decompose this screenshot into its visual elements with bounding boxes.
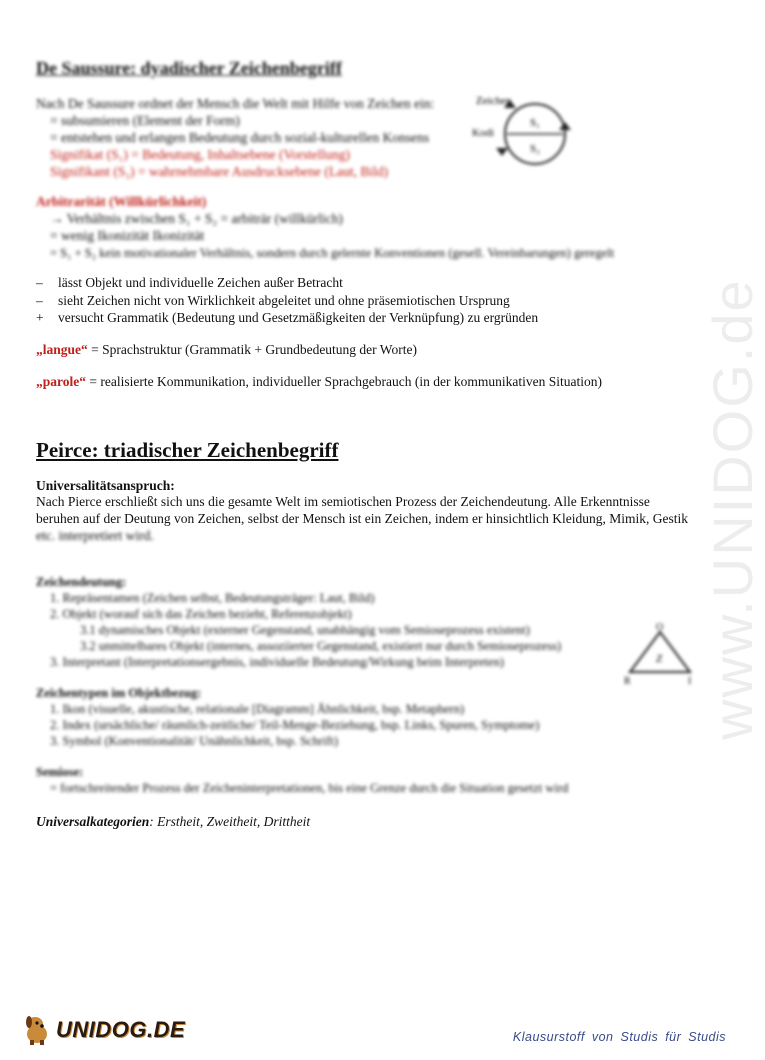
deutung-item-1: 1. Repräsentamen (Zeichen selbst, Bedeutungsträger: Laut, Bild) [50,591,375,605]
langue-term: „langue“ [36,342,88,357]
categories-term: Universalkategorien [36,814,150,829]
parole-definition [36,373,602,390]
section-title-peirce: Peirce: triadischer Zeichenbegriff [36,438,339,462]
arbitrary-item-1: → Verhältnis zwischen S₁ + S₂ = arbiträr (willkürlich) [50,211,343,226]
semiose-heading: Semiose: [36,765,84,779]
deutung-heading: Zeichendeutung: [36,575,127,589]
langue-def: = Sprachstruktur (Grammatik + Grundbedeutung der Worte) [87,342,417,357]
footer-tagline: Klausurstoff von Studis für Studis [512,1030,726,1044]
parole-term: „parole“ [36,374,86,389]
diagram-label-s2: S₂ [530,143,540,155]
bullet-mark: + [36,310,44,325]
langue-definition [36,341,417,358]
dyadic-sign-diagram [470,92,580,182]
bullet-mark: – [36,293,43,308]
bullet-item [36,274,343,291]
bullet-mark: – [36,275,43,290]
bullet-item [36,309,538,326]
watermark: www.UNIDOG.de [701,278,764,740]
saussure-item-3: Signifikat (S₁) = Bedeutung, Inhaltsebene (Vorstellung) [50,147,351,162]
claim-line-3: etc. interpretiert wird. [36,528,154,543]
diagram-label-left: Kodi [472,127,494,139]
bullet-item [36,292,510,309]
triadic-sign-diagram [622,622,698,686]
deutung-item-4: 3.2 unmittelbares Objekt (internes, assoziierter Gegenstand, existiert nur durch Semioseprozess) [80,639,562,653]
bullet-text: versucht Grammatik (Bedeutung und Gesetzmäßigkeiten der Verknüpfung) zu ergründen [58,310,539,325]
triangle-label-center: Z [656,653,663,665]
dog-mascot-icon [22,1014,52,1046]
typen-item-1: 1. Ikon (visuelle, akustische, relationale [Diagramm] Ähnlichkeit, bsp. Metaphern) [50,702,465,716]
typen-item-2: 2. Index (ursächliche/ räumlich-zeitliche/ Teil-Menge-Beziehung, bsp. Links, Spuren, Symptome) [50,718,540,732]
parole-def: = realisierte Kommunikation, individueller Sprachgebrauch (in der kommunikativen Situation) [86,374,602,389]
diagram-label-s1: S₁ [530,117,540,129]
triangle-label-left: R [624,676,631,687]
saussure-item-1: = subsumieren (Element der Form) [50,113,240,128]
saussure-intro: Nach De Saussure ordnet der Mensch die Welt mit Hilfe von Zeichen ein: [36,96,435,111]
typen-heading: Zeichentypen im Objektbezug: [36,686,202,700]
saussure-item-2: = entstehen und erlangen Bedeutung durch sozial-kulturellen Konsens [50,130,430,145]
section-title-saussure: De Saussure: dyadischer Zeichenbegriff [36,58,342,78]
claim-line-1: Nach Pierce erschließt sich uns die gesamte Welt im semiotischen Prozess der Zeichendeutung. Alle Erkenntnisse [36,494,650,509]
semiose-item: = fortschreitender Prozess der Zeicheninterpretationen, bis eine Grenze durch die Situation gesetzt wird [50,781,569,795]
bullet-text: lässt Objekt und individuelle Zeichen außer Betracht [58,275,343,290]
bullet-text: sieht Zeichen nicht von Wirklichkeit abgeleitet und ohne präsemiotischen Ursprung [58,293,510,308]
deutung-item-5: 3. Interpretant (Interpretationsergebnis, individuelle Bedeutung/Wirkung beim Interpreten) [50,655,504,669]
triangle-label-top: O [656,622,664,633]
typen-item-3: 3. Symbol (Konventionalität/ Unähnlichkeit, bsp. Schrift) [50,734,339,748]
triangle-label-right: I [688,676,692,687]
arbitrary-item-3: = S₁ + S₂ kein motivationaler Verhältnis, sondern durch gelernte Konventionen (gesell. Vereinbarungen) geregelt [50,246,615,260]
saussure-item-4: Signifikant (S₂) = wahrnehmbare Ausdrucksebene (Laut, Bild) [50,164,389,179]
arbitrary-heading: Arbitrarität (Willkürlichkeit) [36,194,207,209]
categories-line [36,813,310,830]
deutung-item-2: 2. Objekt (worauf sich das Zeichen bezieht, Referenzobjekt) [50,607,352,621]
deutung-item-3: 3.1 dynamisches Objekt (externer Gegenstand, unabhängig vom Semioseprozess existent) [80,623,530,637]
claim-line-2: beruhen auf der Deutung von Zeichen, selbst der Mensch ist ein Zeichen, indem er hinsichtlich Kleidung, Mimik, Gestik [36,511,688,526]
arbitrary-item-2: = wenig Ikonizität Ikonizität [50,228,205,243]
unidog-logo [22,1014,185,1046]
claim-heading: Universalitätsanspruch: [36,478,175,493]
brand-name: UNIDOG.DE [56,1017,186,1042]
categories-text: : Erstheit, Zweitheit, Drittheit [149,814,311,829]
diagram-label-top: Zeichen [476,95,512,107]
